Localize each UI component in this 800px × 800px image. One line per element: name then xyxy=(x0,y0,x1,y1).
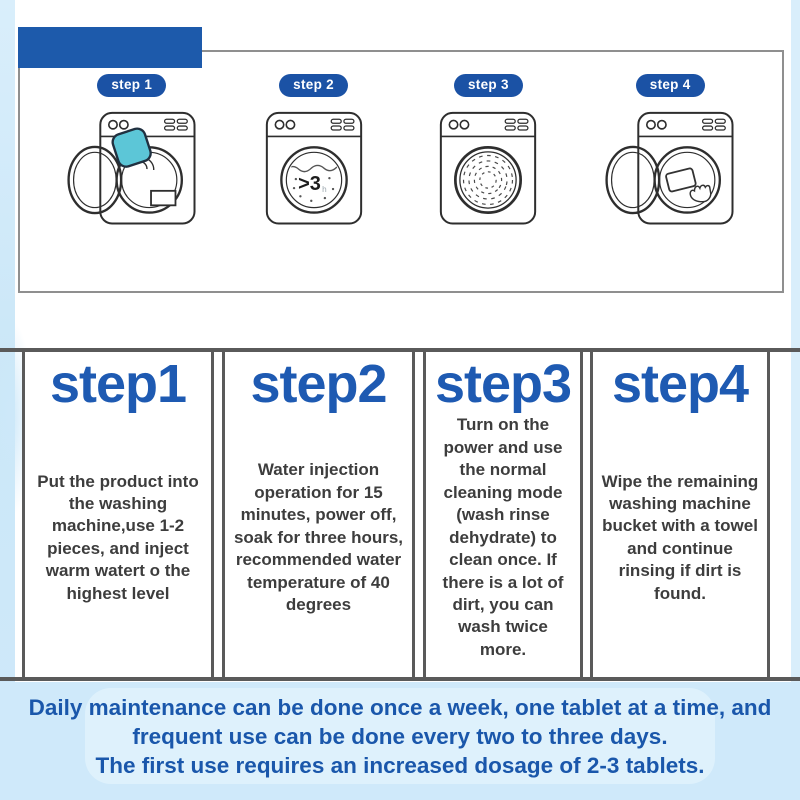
step-3-illustration-group xyxy=(418,74,558,238)
step-2-badge: step 2 xyxy=(279,74,348,97)
footer-line-1: Daily maintenance can be done once a week, one tablet at a time, and xyxy=(28,695,772,720)
step-2-title: step2 xyxy=(250,354,387,414)
step-4-description: Wipe the remaining washing machine bucket with a towel and continue rinsing if dirt is found. xyxy=(601,471,759,603)
step-1-column xyxy=(22,352,214,677)
washing-machine-soak-icon xyxy=(244,102,384,238)
footer-line-3: The first use requires an increased dosage of 2-3 tablets. xyxy=(95,752,705,778)
washing-machine-spin-icon xyxy=(418,102,558,238)
step-2-illustration-group xyxy=(244,74,384,238)
footer-note xyxy=(0,694,800,780)
step-4-badge: step 4 xyxy=(636,74,705,97)
washing-machine-open-tablet-icon xyxy=(55,102,209,238)
washing-machine-wipe-icon xyxy=(593,102,747,238)
step-1-badge: step 1 xyxy=(97,74,166,97)
step-2-description: Water injection operation for 15 minutes, power off, soak for three hours, recommended water temperature of 40 degrees xyxy=(233,460,404,614)
step-4-column xyxy=(590,352,770,677)
panel-tab xyxy=(18,27,202,68)
footer-line-2: frequent use can be done every two to three days. xyxy=(132,723,668,749)
step-2-column xyxy=(222,352,415,677)
instruction-panel xyxy=(18,50,784,293)
step-1-title: step1 xyxy=(49,354,187,414)
detergent-box-icon xyxy=(151,190,175,204)
step-3-title: step3 xyxy=(434,354,572,414)
step-3-badge: step 3 xyxy=(454,74,523,97)
machine-row xyxy=(20,52,782,291)
soak-time-unit: h xyxy=(321,184,327,194)
soak-time-label: >3 xyxy=(297,172,321,195)
step-3-description: Turn on the power and use the normal cleaning mode (wash rinse dehydrate) to clean once. If there is a lot of dirt, you can wash twice more. xyxy=(442,415,564,659)
step-4-illustration-group xyxy=(593,74,747,238)
steps-table xyxy=(0,348,800,681)
step-1-description: Put the product into the washing machine,use 1-2 pieces, and inject warm watert o the highest level xyxy=(37,471,199,603)
step-1-illustration-group xyxy=(55,74,209,238)
step-3-column xyxy=(423,352,583,677)
step-4-title: step4 xyxy=(611,354,749,414)
